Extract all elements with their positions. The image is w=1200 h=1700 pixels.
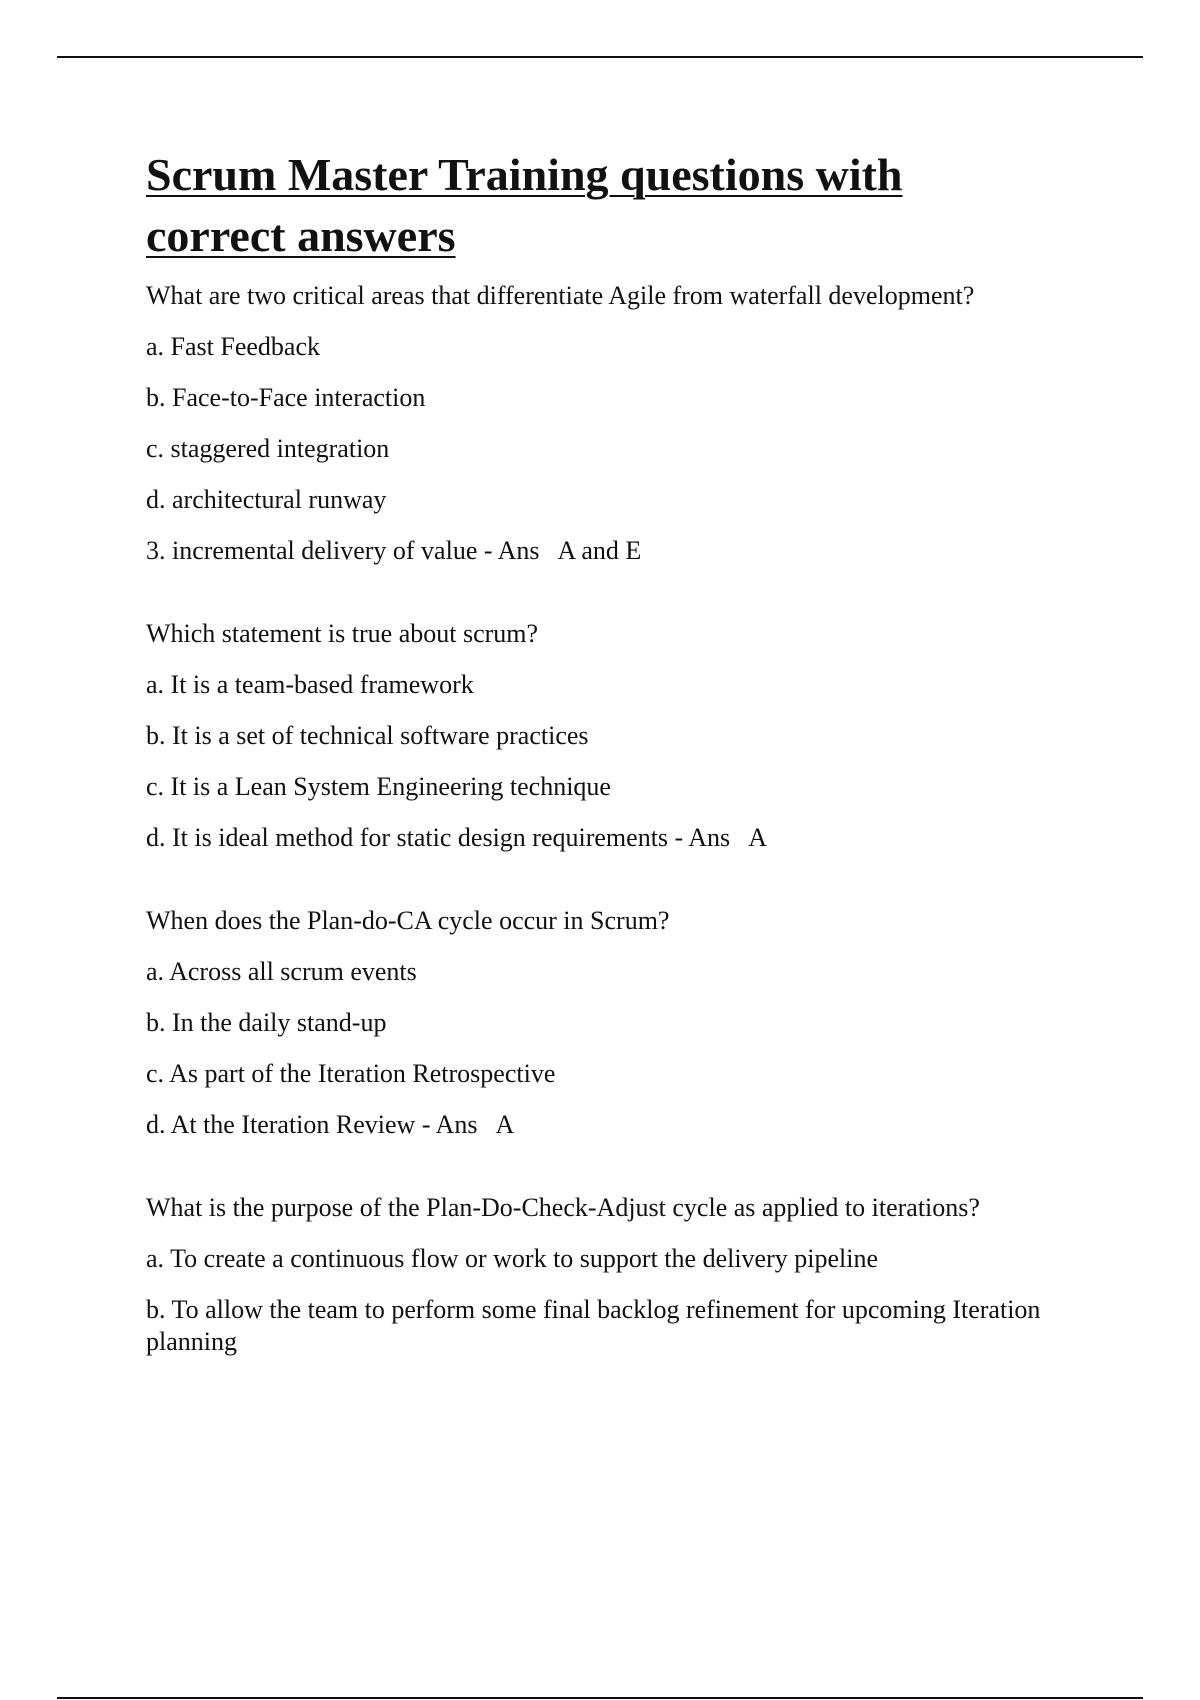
question-block-4	[146, 1192, 1086, 1358]
question-block-3	[146, 905, 1086, 1141]
title-line-2: correct answers	[146, 210, 456, 261]
question-text: What are two critical areas that differentiate Agile from waterfall development?	[146, 281, 975, 310]
footer-rule	[57, 1697, 1143, 1699]
answer-option: c. It is a Lean System Engineering technique	[146, 772, 611, 801]
answer-option: b. Face-to-Face interaction	[146, 383, 426, 412]
title-line-1: Scrum Master Training questions with	[146, 149, 903, 200]
document-body	[146, 144, 1086, 1377]
question-text: Which statement is true about scrum?	[146, 619, 539, 648]
answer-option: c. As part of the Iteration Retrospective	[146, 1059, 556, 1088]
answer-option: d. At the Iteration Review - Ans A	[146, 1110, 515, 1139]
answer-option: d. architectural runway	[146, 485, 387, 514]
answer-option: b. To allow the team to perform some final backlog refinement for upcoming Iteration planning	[146, 1295, 1041, 1356]
answer-option: b. It is a set of technical software practices	[146, 721, 589, 750]
answer-option: b. In the daily stand-up	[146, 1008, 387, 1037]
answer-option: a. Across all scrum events	[146, 957, 417, 986]
answer-option: a. To create a continuous flow or work to support the delivery pipeline	[146, 1244, 878, 1273]
question-block-1	[146, 280, 1086, 567]
header-rule	[57, 56, 1143, 58]
document-title	[146, 144, 1086, 266]
answer-option: c. staggered integration	[146, 434, 390, 463]
answer-option: d. It is ideal method for static design requirements - Ans A	[146, 823, 767, 852]
answer-option: a. It is a team-based framework	[146, 670, 474, 699]
question-block-2	[146, 618, 1086, 854]
question-text: When does the Plan-do-CA cycle occur in Scrum?	[146, 906, 670, 935]
question-text: What is the purpose of the Plan-Do-Check-Adjust cycle as applied to iterations?	[146, 1193, 980, 1222]
answer-option: a. Fast Feedback	[146, 332, 321, 361]
answer-option: 3. incremental delivery of value - Ans A and E	[146, 536, 642, 565]
